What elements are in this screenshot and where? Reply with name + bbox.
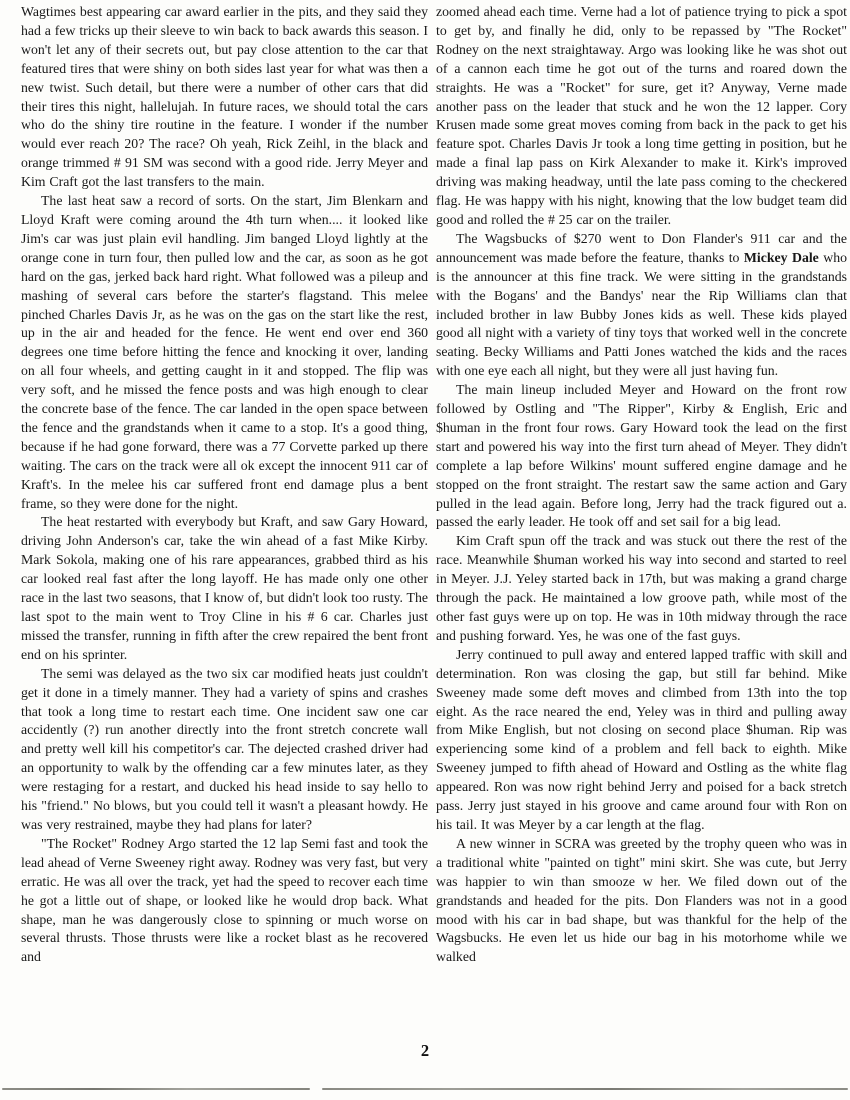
text-segment: The last heat saw a record of sorts. On the start, Jim Blenkarn and Lloyd Kraft were coming around the 4th turn when.... it looked like Jim's car was just plain evil handling. Jim banged Lloyd lightly at the orange cone in turn four, then pulled low and the car, as soon as he got hard on the gas, jerked back hard right. What followed was a pileup and mashing of several cars before the starter's flagstand. This melee pinched Charles Davis Jr, as he was on the gas on the start like the rest, up in the air and headed for the fence. He went end over end 360 degrees one time before hitting the fence and knocking it over, landing on all four wheels, and getting caught in it and stopped. The flip was very soft, and he missed the fence posts and was high enough to clear the concrete base of the fence. The car landed in the open space between the fence and the grandstands when it came to a stop. It's a good thing, because if he had gone forward, there was a 77 Corvette parked up there waiting. The cars on the track were all ok except the innocent 911 car of Kraft's. In the melee his car suffered front end damage plus a bent frame, so they were done for the night. [21,193,428,511]
paragraph [436,3,847,230]
bottom-rule-segment-left [2,1088,310,1090]
text-segment: zoomed ahead each time. Verne had a lot of patience trying to pick a spot to get by, and finally he did, only to be repassed by "The Rocket" Rodney on the next straightaway. Argo was looking like he was shot out of a cannon each time he got out of the turns and roared down the straights. He was a "Rocket" for sure, get it? Anyway, Verne made another pass on the leader that stuck and he won the 12 lapper. Cory Krusen made some great moves coming from back in the pack to get his feature spot. Charles Davis Jr took a long time getting in position, but he made a final lap pass on Kirk Alexander to make it. Kirk's improved driving was making headway, until the late pass coming to the checkered flag. He was happy with his night, knowing that the low budget team did good and rolled the # 25 car on the trailer. [436,4,847,227]
text-segment: A new winner in SCRA was greeted by the trophy queen who was in a traditional white "painted on tight" mini skirt. She was cute, but Jerry was happier to win than smooze w her. We filed down out of the grandstands and headed for the pits. Don Flanders was not in a good mood with his car in bad shape, but was thankful for the help of the Wagsbucks. He even let us hide our bag in his motorhome while we walked [436,835,847,965]
paragraph [21,665,428,835]
page-number: 2 [420,1041,430,1060]
paragraph [436,381,847,532]
paragraph [436,646,847,835]
right-column [436,3,847,967]
text-segment: The main lineup included Meyer and Howard on the front row followed by Ostling and "The Ripper", Kirby & English, Eric and $human in the front four rows. Gary Howard took the lead on the first start and powered his way into the first turn ahead of Meyer. They didn't complete a lap before Wilkins' mount suffered engine damage and he stopped on the front straight. The restart saw the same action and Gary pulled in the lead again. Before long, Jerry had the track figured out a. passed the early leader. He took off and set sail for a big lead. [436,382,847,530]
bottom-rule [0,1088,850,1091]
paragraph [21,835,428,967]
text-segment: Jerry continued to pull away and entered lapped traffic with skill and determination. Ron was closing the gap, but still far behind. Mike Sweeney made some deft moves and climbed from 13th into the top eight. As the race neared the end, Yeley was in third and pulling away from Mike English, but not closing on second place $human. Rip was experiencing some kind of a problem and fell back to eighth. Mike Sweeney jumped to fifth ahead of Howard and Ostling as the white flag appeared. Ron was now right behind Jerry and poised for a back stretch pass. Jerry just stayed in his groove and came around four with Ron on his tail. It was Meyer by a car length at the flag. [436,646,847,832]
text-segment: The semi was delayed as the two six car modified heats just couldn't get it done in a timely manner. They had a variety of spins and crashes that took a long time to restart each time. One incident saw one car accidently (?) run another directly into the front stretch concrete wall and pretty well kill his competitor's car. The dejected crashed driver had an opportunity to walk by the offending car a few minutes later, as they were restaging for a restart, and ducked his head inside to say hello to his "friend." No blows, but you could tell it wasn't a pleasant howdy. He was very restrained, maybe they had plans for later? [21,665,428,832]
left-column [21,3,428,967]
text-segment: Kim Craft spun off the track and was stuck out there the rest of the race. Meanwhile $human worked his way into second and started to reel in Meyer. J.J. Yeley started back in 17th, but was making a grand charge through the pack. He maintained a low groove path, while most of the other fast guys were up on top. He was in 10th midway through the race and pushing forward. Yes, he was one of the fast guys. [436,533,847,643]
text-segment: who is the announcer at this fine track. We were sitting in the grandstands with the Bogans' and the Bandys' near the Rip Williams clan that included brother in law Bubby Jones kids as well. These kids played good all night with a variety of tiny toys that worked well in the concrete seating. Becky Williams and Patti Jones watched the kids and the races with one eye each all night, but they were all just having fun. [436,249,848,379]
text-segment: "The Rocket" Rodney Argo started the 12 lap Semi fast and took the lead ahead of Verne Sweeney right away. Rodney was very fast, but very erratic. He was all over the track, yet had the speed to recover each time he got a little out of shape, or looked like he would drop back. What shape, man he was dangerously close to spinning or much worse on several thrusts. Those thrusts were like a rocket blast as he recovered and [21,835,428,965]
text-segment: The heat restarted with everybody but Kraft, and saw Gary Howard, driving John Anderson's car, take the win ahead of a fast Mike Kirby. Mark Sokola, making one of his rare appearances, grabbed third as his car looked real fast after the long layoff. He has made only one other race in the last two seasons, that I know of, but didn't look too rusty. The last spot to the main went to Troy Cline in his # 6 car. Charles just missed the transfer, running in fifth after the crew repaired the bent front end on his sprinter. [21,514,428,662]
paragraph [21,513,428,664]
paragraph [21,192,428,513]
text-segment: Wagtimes best appearing car award earlier in the pits, and they said they had a few tricks up their sleeve to win back to back awards this season. I won't let any of their secrets out, but pay close attention to the car that featured tires that were shiny on both sides last year for what was then a new twist. Such detail, but there were a number of other cars that did their tires this night, hallelujah. In future races, we should total the cars who do the shiny tire routine in the feature. I wonder if the number would ever reach 20? The race? Oh yeah, Rick Zeihl, in the black and orange trimmed # 91 SM was second with a good ride. Jerry Meyer and Kim Craft got the last transfers to the main. [21,4,428,190]
paragraph [436,230,847,381]
paragraph [21,3,428,192]
paragraph [436,835,847,967]
paragraph [436,532,847,645]
bottom-rule-segment-right [322,1088,848,1090]
text-segment: The Wagsbucks of $270 went to Don Flander's 911 car and the announcement was made before the feature, thanks to [436,230,847,265]
bold-text-segment: Mickey Dale [743,249,819,265]
